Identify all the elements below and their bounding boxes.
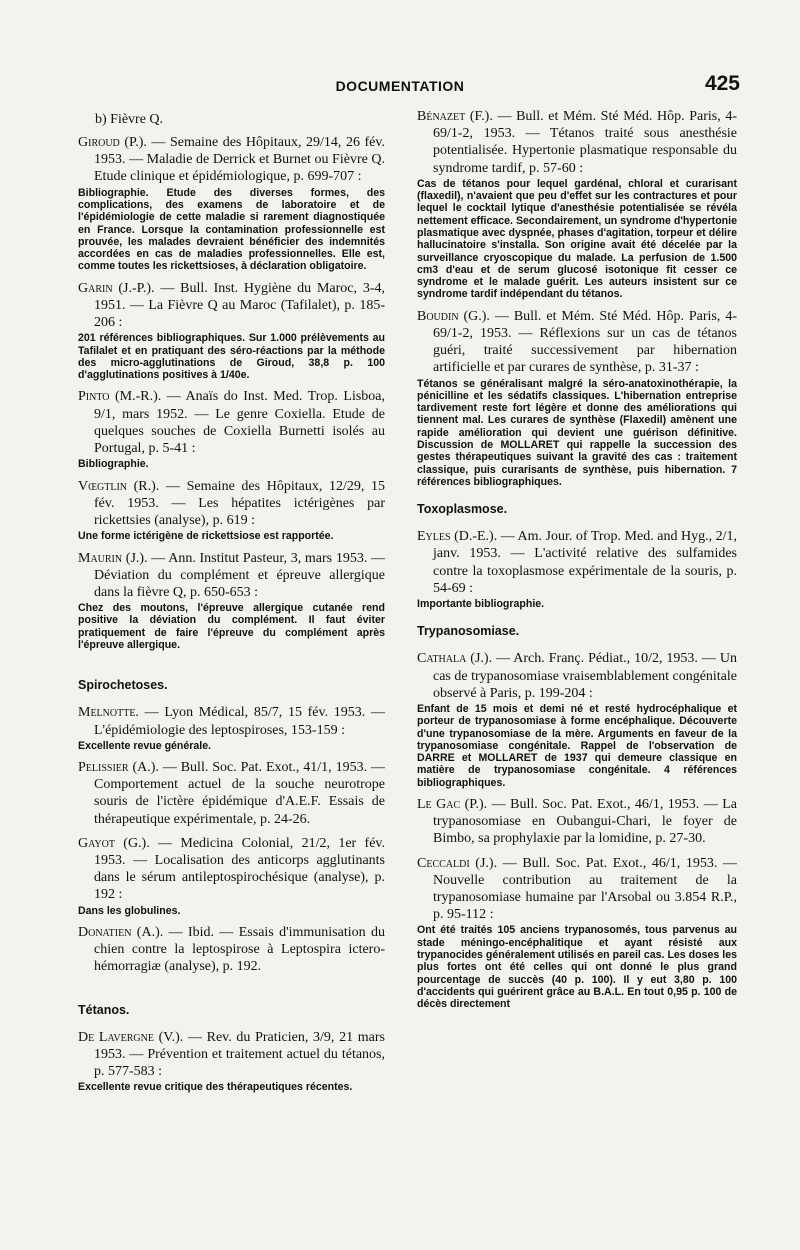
bibliography-entry [417,650,737,789]
entry-author: Pinto (M.-R.). [78,389,162,405]
entry-citation [417,108,737,177]
entry-summary: 201 références bibliographiques. Sur 1.000 prélèvements au Tafilalet et en pratiquant des séro-réactions par la méthode des micro-agglutinations de Giroud, 38,8 p. 100 d'agglutinations positives à 1/40e. [78,332,385,382]
fievre-entries [78,134,385,651]
entry-reference: — Medicina Colonial, 21/2, 1er fév. 1953. — Localisation des anticorps agglutinants dans le sérum antileptospirochésique (analyse), p. 192 : [94,835,385,903]
entry-author: Gayot (G.). [78,835,150,851]
entry-citation [78,134,385,186]
entry-author: Boudin (G.). [417,308,490,324]
page-header [0,72,800,102]
entry-citation [78,550,385,602]
entry-reference: — Bull. Soc. Pat. Exot., 41/1, 1953. — Comportement actuel de la souche neurotrope souris de l'ictère épidémique d'A.E.F. Essais de thérapeutique expérimentale, p. 24-26. [94,760,385,827]
entry-summary: Excellente revue critique des thérapeutiques récentes. [78,1081,353,1094]
bibliography-entry [78,280,385,382]
tetanos-entries-right [417,108,737,488]
entry-author: Donatien (A.). [78,924,164,940]
bibliography-entry [78,550,385,652]
section-heading-trypanosomiase: Trypanosomiase. [417,624,520,639]
entry-summary: Chez des moutons, l'épreuve allergique cutanée rend positive la déviation du complément. Il faut éviter pratiquement de faire l'épreuve du complément après l'épreuve allergique. [78,602,385,651]
section-heading-toxoplasmose: Toxoplasmose. [417,502,508,517]
entry-author: Giroud (P.). [78,135,147,150]
entry-citation [417,308,737,377]
left-column [78,108,385,1100]
entry-author: Cathala (J.). [417,651,493,667]
spirochetoses-entries [78,704,385,982]
entry-summary: Bibliographie. [78,458,149,471]
entry-reference: — Semaine des Hôpitaux, 12/29, 15 fév. 1953. — Les hépatites ictérigènes par rickettsies (analyse), p. 619 : [94,478,385,528]
entry-citation [78,280,385,332]
entry-summary: Cas de tétanos pour lequel gardénal, chloral et curarisant (flaxedil), n'avaient que peu d'effet sur les contractures et pour lequel le cocktail lytique d'anesthésie potentialisée se révéla nettement efficace. Secondairement, un syndrome d'hypertonie plasmatique avec dyspnée, phases d'agitation, torpeur et délire hallucinatoire s'installa. Son origine avait été décelée par la surveillance cryoscopique du malade. La perfusion de 1.500 cm3 d'eau et de serum glucosé isotonique fit cesser ce syndrome et le malade guérit. Les auteurs insistent sur ce syndrome tardif indépendant du tétanos. [417,177,737,301]
bibliography-entry [78,835,385,917]
entry-summary: Une forme ictérigène de rickettsiose est rapportée. [78,530,334,543]
entry-author: De Lavergne (V.). [78,1029,184,1045]
bibliography-entry [417,308,737,488]
entry-author: Le Gac (P.). [417,797,488,813]
entry-reference: — Bull. Inst. Hygiène du Maroc, 3-4, 1951. — La Fièvre Q au Maroc (Tafilalet), p. 185-206 : [94,280,385,331]
section-heading-tetanos: Tétanos. [78,1002,130,1017]
entry-citation [417,528,737,597]
entry-reference: — Lyon Médical, 85/7, 15 fév. 1953. — L'épidémiologie des leptospiroses, 153-159 : [94,705,385,738]
trypanosomiase-entries [417,650,737,1010]
entry-author: Maurin (J.). [78,550,148,566]
page-number: 425 [704,72,740,95]
bibliography-entry [78,1029,385,1094]
bibliography-entry [78,478,385,543]
entry-reference: — Am. Jour. of Trop. Med. and Hyg., 2/1, janv. 1953. — L'activité relative des sulfamides contre la toxoplasmose expérimentale de la souris, p. 54-69 : [433,529,738,596]
entry-reference: — Arch. Franç. Pédiat., 10/2, 1953. — Un cas de trypanosomiase vraisemblablement congénitale observé à Paris, p. 199-204 : [433,651,738,701]
bibliography-entry [78,759,385,835]
entry-author: Melnotte. [78,705,139,721]
entry-reference: — Rev. du Praticien, 3/9, 21 mars 1953. — Prévention et traitement actuel du tétanos, p. 577-583 : [94,1029,385,1079]
entry-author: Eyles (D.-E.). [417,529,498,545]
entry-author: Bénazet (F.). [417,109,493,124]
entry-summary: Tétanos se généralisant malgré la séro-anatoxinothérapie, la pénicilline et les sédatifs classiques. L'hibernation entreprise tardivement reste fort légère et donne des améliorations qui tiennent mal. Les curares de synthèse (Flaxedil) amènent une rapide amélioration qui devient une guérison définitive. Discussion de MOLLARET qui rappelle la succession des gestes thérapeutiques suivant la gravité des cas : traitement classique, puis curarisants de synthèse, puis hibernation. 7 références bibliographiques. [417,377,737,488]
entry-author: Garin (J.-P.). [78,280,155,296]
bibliography-entry [78,134,385,273]
entry-citation [78,478,385,530]
entry-citation [78,759,385,828]
entry-summary: Dans les globulines. [78,904,181,917]
bibliography-entry [417,108,737,301]
right-column [417,108,737,1018]
tetanos-entries-left [78,1029,385,1094]
entry-author: Ceccaldi (J.). [417,855,498,871]
entry-citation [417,650,737,702]
bibliography-entry [417,796,737,855]
bibliography-entry [417,528,737,610]
section-heading-spirochetoses: Spirochetoses. [78,678,168,693]
bibliography-entry [78,924,385,983]
running-title: DOCUMENTATION [335,78,465,94]
entry-reference: — Bull. et Mém. Sté Méd. Hôp. Paris, 4-69/1-2, 1953. — Tétanos traité sous anesthésie potentialisée. Hypertonie plasmatique responsable du syndrome tardif, p. 57-60 : [433,109,737,176]
entry-reference: — Bull. Soc. Pat. Exot., 46/1, 1953. — Nouvelle contribution au traitement de la trypanosomiase humaine par l'Arsobal ou 3.854 R.P., p. 95-112 : [433,855,737,923]
entry-citation [78,388,385,457]
entry-author: Vœgtlin (R.). [78,478,160,494]
entry-summary: Importante bibliographie. [417,598,545,611]
entry-citation [78,835,385,904]
section-heading-fievre-q: b) Fièvre Q. [95,112,164,127]
entry-summary: Enfant de 15 mois et demi né et resté hydrocéphalique et porteur de trypanosomiase à forme encéphalique. Découverte d'une trypanosomiase de la mère. Arguments en faveur de la trypanosomiase congénitale. Rappel de l'observation de DARRE et MOLLARET de 1937 qui demeure classique en matière de trypanosomiase congénitale. 4 références bibliographiques. [417,702,737,789]
entry-summary: Ont été traités 105 anciens trypanosomés, tous parvenus au stade méningo-encéphalitique et ayant résisté aux trypanocides généralement utilisés en pareil cas. Les doses les plus fortes ont été celles qui ont donné le plus grand pourcentage de succès (40 p. 100). Il y eut 3,80 p. 100 d'accidents qui guérirent grâce au B.A.L. En tout 0,95 p. 100 de décès directement [417,924,737,1011]
entry-citation [78,924,385,976]
entry-citation [78,1029,385,1081]
entry-citation [78,704,385,738]
bibliography-entry [78,704,385,752]
entry-citation [417,796,737,848]
entry-summary: Bibliographie. Etude des diverses formes, des complications, des examens de laboratoire et de l'épidémiologie de cette maladie si rarement diagnostiquée en France. Lorsque la contamination professionnelle est prouvée, les malades devraient bénéficier des indemnités accordées en cas de maladies professionnelles. Elle est, comme toutes les rickettsioses, à déclaration obligatoire. [78,186,385,273]
entry-summary: Excellente revue générale. [78,739,212,752]
entry-reference: — Bull. Soc. Pat. Exot., 46/1, 1953. — La trypanosomiase en Oubangui-Chari, le foyer de Bimbo, sa prophylaxie par la lomidine, p. 27-30. [433,797,737,847]
entry-reference: — Bull. et Mém. Sté Méd. Hôp. Paris, 4-69/1-2, 1953. — Réflexions sur un cas de tétanos guéri, traité successivement par hibernation artificielle et par curares de synthèse, p. 31-37 : [433,308,737,376]
entry-reference: — Ibid. — Essais d'immunisation du chien contre la leptospirose à Leptospira ictero-hémorragiæ (analyse), p. 192. [94,924,385,975]
toxoplasmose-entries [417,528,737,610]
entry-reference: — Ann. Institut Pasteur, 3, mars 1953. — Déviation du complément et épreuve allergique dans la fièvre Q, p. 650-653 : [94,550,386,600]
entry-author: Pelissier (A.). [78,760,159,775]
entry-reference: — Semaine des Hôpitaux, 29/14, 26 fév. 1953. — Maladie de Derrick et Burnet ou Fièvre Q. Etude clinique et épidémiologique, p. 699-707 : [94,135,385,185]
bibliography-entry [417,855,737,1011]
entry-citation [417,855,737,924]
entry-reference: — Anaïs do Inst. Med. Trop. Lisboa, 9/1, mars 1952. — Le genre Coxiella. Etude de quelques souches de Coxiella Burnetti isolés au Portugal, p. 5-41 : [94,389,386,457]
bibliography-entry [78,388,385,470]
